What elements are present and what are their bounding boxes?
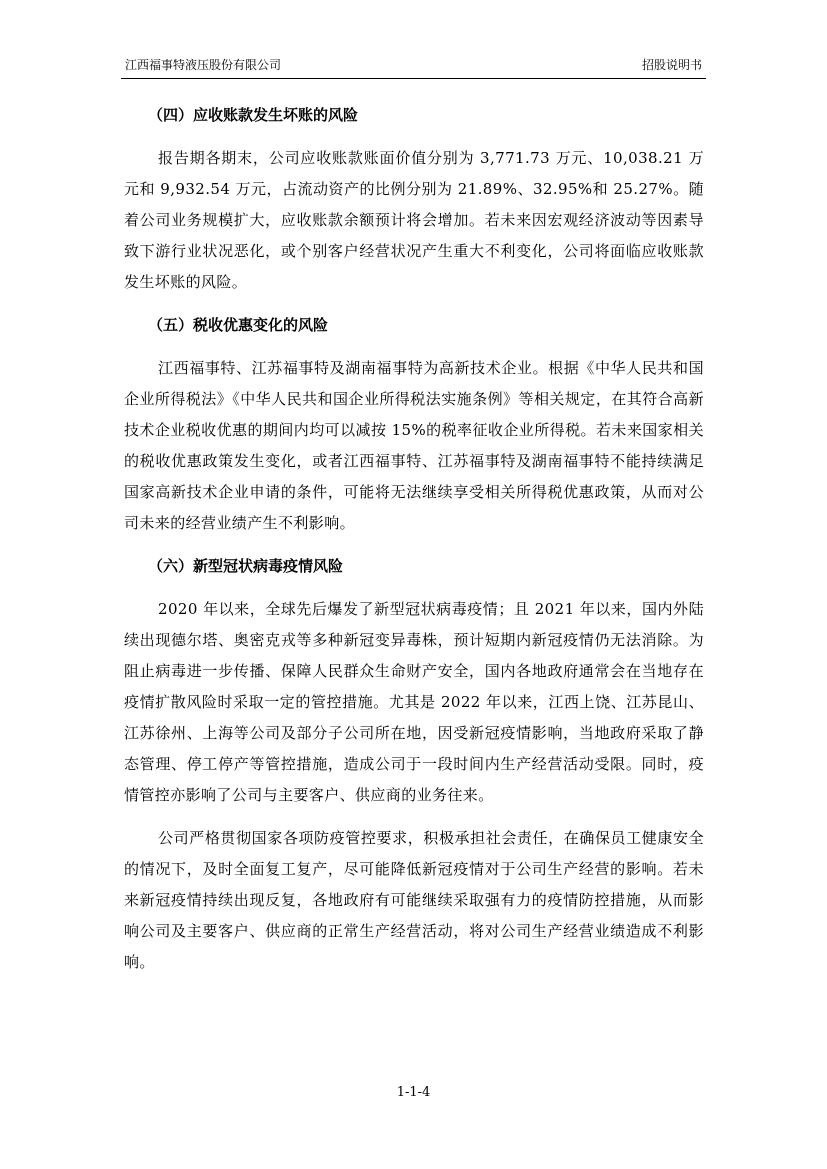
paragraph-covid-risk-2: 公司严格贯彻国家各项防疫管控要求，积极承担社会责任，在确保员工健康安全的情况下，及时全面复工复产，尽可能降低新冠疫情对于公司生产经营的影响。若未来新冠疫情持续出现反复，各地政府有可能继续采取强有力的疫情防控措施，从而影响公司及主要客户、供应商的正常生产经营活动，将对公司生产经营业绩造成不利影响。 — [124, 829, 704, 971]
section-title-covid-risk: （六）新型冠状病毒疫情风险 — [148, 557, 344, 575]
header-document-type: 招股说明书 — [641, 58, 702, 72]
paragraph-tax-incentive-risk: 江西福事特、江苏福事特及湖南福事特为高新技术企业。根据《中华人民共和国企业所得税法》《中华人民共和国企业所得税法实施条例》等相关规定，在其符合高新技术企业税收优惠的期间内均可以减按 15%的税率征收企业所得税。若未来国家相关的税收优惠政策发生变化，或者江西福事特、江苏福事特及湖南福事特不能持续满足国家高新技术企业申请的条件，可能将无法继续享受相关所得税优惠政策，从而对公司未来的经营业绩产生不利影响。 — [124, 359, 704, 532]
header-company-name: 江西福事特液压股份有限公司 — [125, 58, 282, 72]
paragraph-receivables-risk: 报告期各期末，公司应收账款账面价值分别为 3,771.73 万元、10,038.21 万元和 9,932.54 万元，占流动资产的比例分别为 21.89%、32.95%和 25.27%。随着公司业务规模扩大，应收账款余额预计将会增加。若未来因宏观经济波动等因素导致下游行业状况恶化，或个别客户经营状况产生重大不利变化，公司将面临应收账款发生坏账的风险。 — [124, 149, 704, 291]
document-body — [124, 100, 704, 978]
page-header — [121, 58, 706, 79]
section-title-receivables-risk: （四）应收账款发生坏账的风险 — [148, 106, 359, 124]
paragraph-covid-risk-1: 2020 年以来，全球先后爆发了新型冠状病毒疫情；且 2021 年以来，国内外陆续出现德尔塔、奥密克戎等多种新冠变异毒株，预计短期内新冠疫情仍无法消除。为阻止病毒进一步传播、保障人民群众生命财产安全，国内各地政府通常会在当地存在疫情扩散风险时采取一定的管控措施。尤其是 2022 年以来，江西上饶、江苏昆山、江苏徐州、上海等公司及部分子公司所在地，因受新冠疫情影响，当地政府采取了静态管理、停工停产等管控措施，造成公司于一段时间内生产经营活动受限。同时，疫情管控亦影响了公司与主要客户、供应商的业务往来。 — [124, 600, 704, 804]
section-title-tax-incentive-risk: （五）税收优惠变化的风险 — [148, 316, 329, 334]
page-number: 1-1-4 — [396, 1085, 431, 1100]
